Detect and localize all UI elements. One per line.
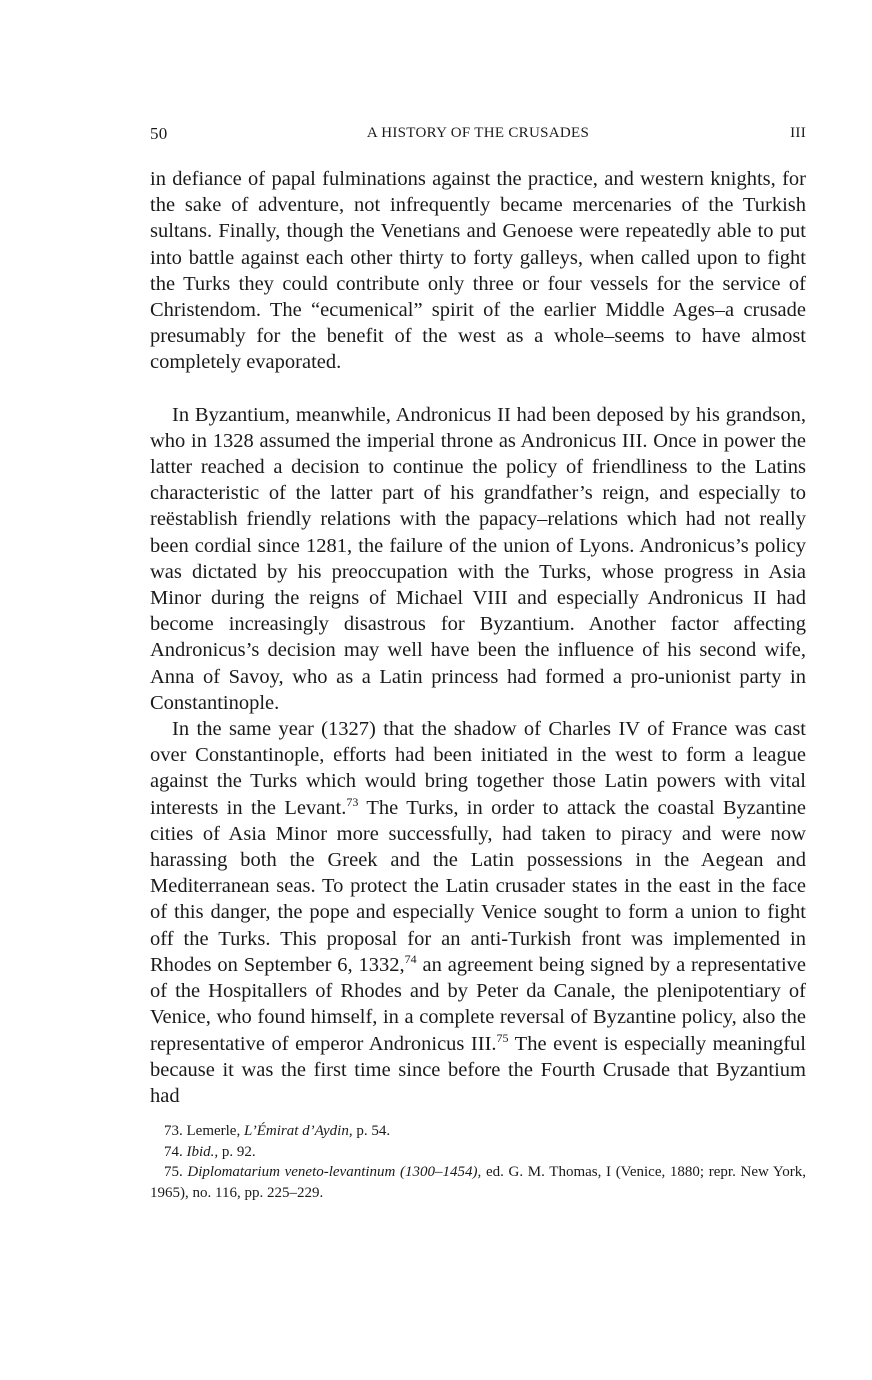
footnote-title: L’Émirat d’Aydin, bbox=[243, 1123, 353, 1140]
running-head bbox=[150, 120, 806, 144]
footnote-author: Lemerle, bbox=[186, 1123, 244, 1140]
footnote-number: 74. bbox=[164, 1143, 183, 1160]
footnote-ref-73: 73 bbox=[346, 794, 359, 809]
footnote-75 bbox=[150, 1162, 806, 1203]
footnote-73 bbox=[150, 1121, 806, 1142]
body-text bbox=[150, 166, 806, 1109]
footnote-rest: ed. G. M. Thomas, I (Venice, 1880; repr. New York, 1965), no. 116, pp. 225–229. bbox=[150, 1164, 807, 1201]
footnote-rest: p. 54. bbox=[352, 1123, 391, 1140]
footnote-ref-74: 74 bbox=[404, 951, 417, 966]
paragraph-segment: an agreement being signed by a representative of the Hospitallers of Rhodes and by Peter da Canale, the plenipotentiary of Venice, who found himself, in a complete reversal of Byzantine policy, also the representative of emperor Andronicus III. bbox=[150, 953, 807, 1055]
footnote-number: 73. bbox=[164, 1123, 183, 1140]
book-page bbox=[150, 120, 806, 1203]
paragraph-byzantium: In Byzantium, meanwhile, Andronicus II had been deposed by his grandson, who in 1328 assumed the imperial throne as Andronicus III. Once in power the latter reached a decision to continue the policy of friendliness to the Latins characteristic of the latter part of his grandfather’s reign, and especially to reëstablish friendly relations with the papacy–relations which had not really been cordial since 1281, the failure of the union of Lyons. Andronicus’s policy was dictated by his preoccupation with the Turks, whose progress in Asia Minor during the reigns of Michael VIII and especially Andronicus II had become increasingly disastrous for Byzantium. Another factor affecting Andronicus’s decision may well have been the influence of his second wife, Anna of Savoy, who as a Latin princess had formed a pro-unionist party in Constantinople. bbox=[150, 403, 806, 714]
footnote-title: Diplomatarium veneto-levantinum (1300–1454), bbox=[187, 1164, 482, 1181]
footnote-74 bbox=[150, 1142, 806, 1163]
volume-number: III bbox=[790, 125, 806, 141]
footnote-number: 75. bbox=[164, 1164, 183, 1181]
footnote-ref-75: 75 bbox=[496, 1030, 509, 1045]
paragraph-segment: The Turks, in order to attack the coastal Byzantine cities of Asia Minor more successfully, had taken to piracy and were now harassing both the Greek and the Latin possessions in the Aegean and Mediterranean seas. To protect the Latin crusader states in the east in the face of this danger, the pope and especially Venice sought to form a union to fight off the Turks. This proposal for an anti-Turkish front was implemented in Rhodes on September 6, 1332, bbox=[150, 796, 806, 976]
running-title: A HISTORY OF THE CRUSADES bbox=[366, 125, 590, 141]
footnotes bbox=[150, 1121, 806, 1203]
paragraph-league bbox=[150, 716, 806, 1109]
paragraph-continuation: in defiance of papal fulminations against the practice, and western knights, for the sake of adventure, not infrequently became mercenaries of the Turkish sultans. Finally, though the Venetians and Genoese were repeatedly able to put into battle against each other thirty to forty galleys, when called upon to fight the Turks they could contribute only three or four vessels for the service of Christendom. The “ecumenical” spirit of the earlier Middle Ages–a crusade presumably for the benefit of the west as a whole–seems to have almost completely evaporated. bbox=[150, 168, 806, 374]
paragraph-segment: The event is especially meaningful because it was the first time since before the Fourth Crusade that Byzantium had bbox=[150, 1032, 806, 1107]
footnote-rest: p. 92. bbox=[218, 1143, 256, 1160]
paragraph-segment: In the same year (1327) that the shadow of Charles IV of France was cast over Constantinople, efforts had been initiated in the west to form a league against the Turks which would bring together those Latin powers with vital interests in the Levant. bbox=[150, 718, 806, 819]
page-number: 50 bbox=[150, 124, 168, 143]
footnote-title: Ibid., bbox=[186, 1143, 219, 1160]
